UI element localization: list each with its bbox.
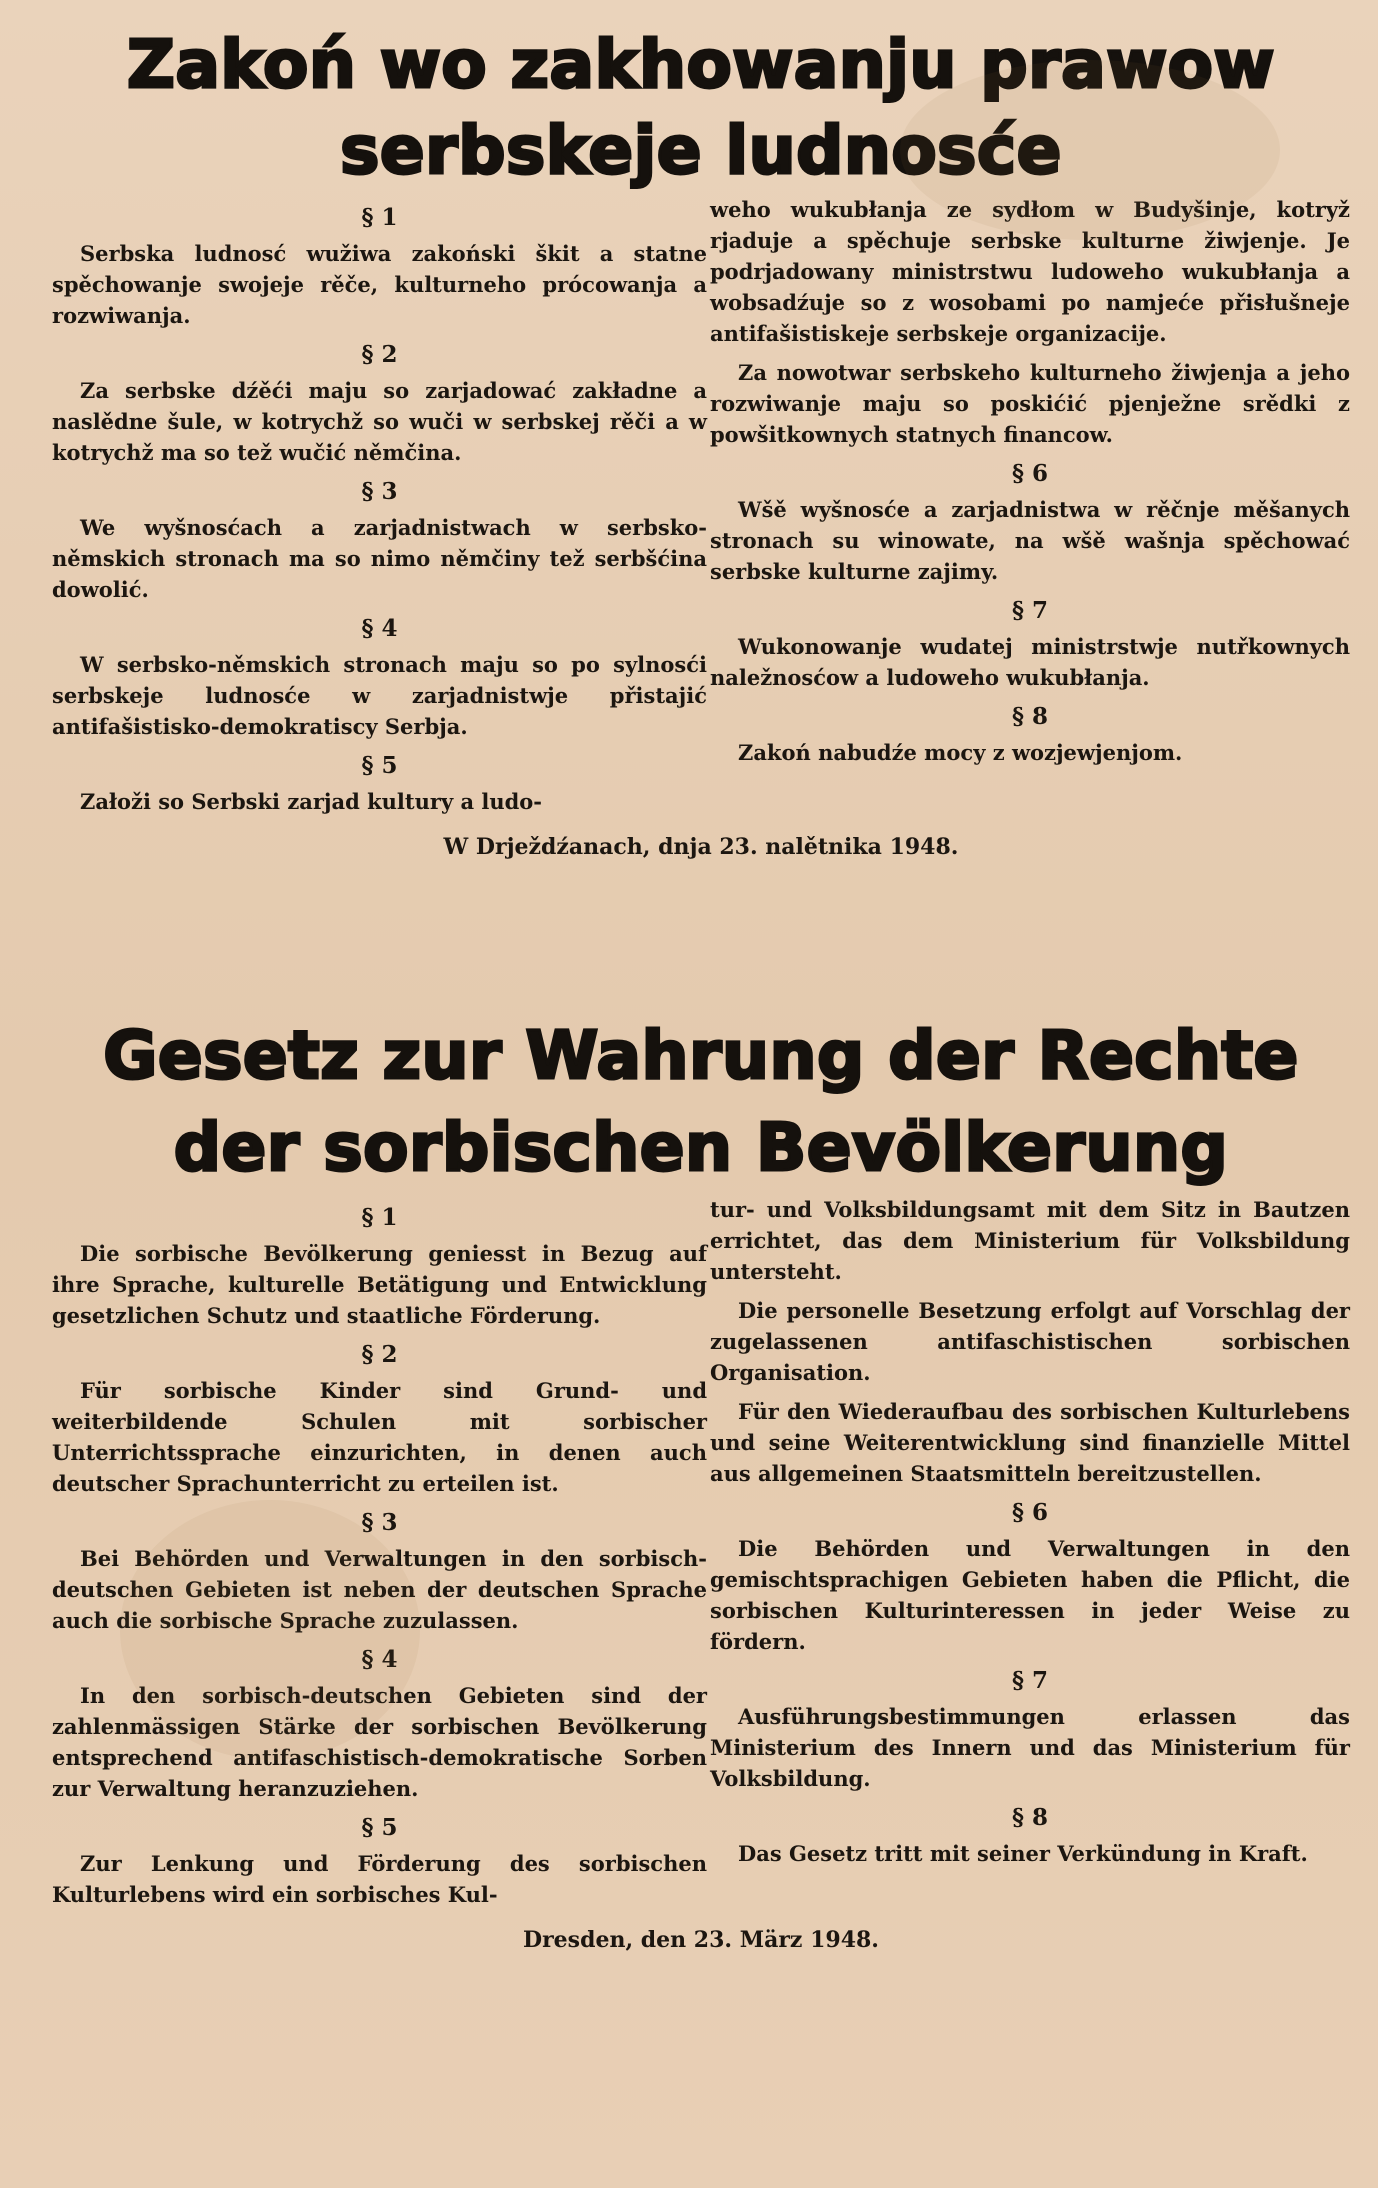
german-title-line-1: Gesetz zur Wahrung der Rechte (103, 1017, 1299, 1094)
paragraph-text: Serbska ludnosć wužiwa zakoński škit a statne spěchowanje swojeje rěče, kulturneho prócowanja a rozwiwanja. (52, 241, 707, 328)
sorbian-title-line-1: Zakoń wo zakhowanju prawow (127, 26, 1275, 103)
sorbian-left-column (52, 194, 707, 825)
sorbian-title-line-2: serbskeje ludnosće (340, 112, 1062, 189)
paragraph-heading: § 5 (361, 752, 398, 779)
paragraph-heading: § 7 (1011, 1667, 1049, 1694)
paragraph-heading: § 8 (1011, 1804, 1049, 1831)
sorbian-right-column (710, 194, 1350, 825)
paragraph-text: Wšě wyšnosće a zarjadnistwa w rěčnje měšanych stronach su winowate, na wšě wašnja spěchować serbske kulturne zajimy. (710, 497, 1350, 584)
german-columns (52, 1194, 1350, 1918)
paragraph-text: Die sorbische Bevölkerung geniesst in Bezug auf ihre Sprache, kulturelle Betätigung und Entwicklung gesetzlichen Schutz und staatliche Förderung. (52, 1241, 707, 1328)
paragraph-heading: § 6 (1011, 460, 1049, 487)
paragraph-text: Für den Wiederaufbau des sorbischen Kulturlebens und seine Weiterentwicklung sind finanzielle Mittel aus allgemeinen Staatsmitteln bereitzustellen. (710, 1399, 1350, 1486)
paragraph-text: In den sorbisch-deutschen Gebieten sind der zahlenmässigen Stärke der sorbischen Bevölkerung entsprechend antifaschistisch-demokratische Sorben zur Verwaltung heranzuziehen. (52, 1683, 707, 1801)
paragraph-text: We wyšnosćach a zarjadnistwach w serbsko-němskich stronach ma so nimo němčiny tež serbšćina dowolić. (52, 515, 707, 602)
paragraph-heading: § 4 (361, 1646, 398, 1673)
paragraph-heading: § 8 (1011, 703, 1049, 730)
german-left-column (52, 1194, 707, 1918)
paragraph-heading: § 3 (361, 1509, 398, 1536)
german-right-column (710, 1194, 1350, 1918)
paragraph-heading: § 4 (361, 615, 398, 642)
paragraph-text: Za nowotwar serbskeho kulturneho žiwjenja a jeho rozwiwanje maju so poskićić pjenježne srědki z powšitkownych statnych financow. (710, 360, 1350, 447)
paragraph-heading: § 2 (361, 1341, 398, 1368)
sorbian-law-title (52, 22, 1350, 194)
paragraph-text: Das Gesetz tritt mit seiner Verkündung in Kraft. (738, 1841, 1308, 1866)
german-law-title (52, 1010, 1350, 1194)
paragraph-text: Die Behörden und Verwaltungen in den gemischtsprachigen Gebieten haben die Pflicht, die sorbischen Kulturinteressen in jeder Weise zu fördern. (710, 1536, 1350, 1654)
paragraph-text: Za serbske dźěći maju so zarjadować zakładne a naslědne šule, w kotrychž so wuči w serbskej rěči a w kotrychž ma so tež wučić němčina. (52, 378, 707, 465)
paragraph-heading: § 6 (1011, 1499, 1049, 1526)
paragraph-text: Ausführungsbestimmungen erlassen das Ministerium des Innern und das Ministerium für Volksbildung. (710, 1704, 1350, 1791)
german-signature: Dresden, den 23. März 1948. (523, 1927, 879, 1953)
sorbian-law-section (52, 22, 1350, 1010)
paragraph-heading: § 1 (361, 1204, 398, 1231)
paragraph-text: W serbsko-němskich stronach maju so po sylnosći serbskeje ludnosće w zarjadnistwje přistajić antifašistisko-demokratiscy Serbja. (52, 652, 707, 739)
paragraph-heading: § 2 (361, 341, 398, 368)
paragraph-text: Zur Lenkung und Förderung des sorbischen Kulturlebens wird ein sorbisches Kul- (52, 1851, 707, 1907)
paragraph-text: weho wukubłanja ze sydłom w Budyšinje, kotryž rjaduje a spěchuje serbske kulturne žiwjenje. Je podrjadowany ministrstwu ludoweho wukubłanja a wobsadźuje so z wosobami po namjeće přisłušneje antifašistiskeje serbskeje organizacije. (710, 197, 1350, 346)
paragraph-text: Die personelle Besetzung erfolgt auf Vorschlag der zugelassenen antifaschistischen sorbischen Organisation. (710, 1298, 1350, 1385)
german-law-section (52, 1010, 1350, 2160)
paragraph-heading: § 7 (1011, 597, 1049, 624)
paragraph-text: tur- und Volksbildungsamt mit dem Sitz in Bautzen errichtet, das dem Ministerium für Volksbildung untersteht. (710, 1197, 1350, 1284)
paragraph-heading: § 5 (361, 1814, 398, 1841)
german-title-line-2: der sorbischen Bevölkerung (173, 1109, 1229, 1186)
paragraph-heading: § 1 (361, 204, 398, 231)
paragraph-text: Zakoń nabudźe mocy z wozjewjenjom. (738, 740, 1183, 765)
sorbian-columns (52, 194, 1350, 825)
paragraph-text: Załoži so Serbski zarjad kultury a ludo- (80, 789, 543, 814)
paragraph-text: Wukonowanje wudatej ministrstwje nutřkownych naležnosćow a ludoweho wukubłanja. (710, 634, 1350, 690)
paragraph-heading: § 3 (361, 478, 398, 505)
sorbian-signature: W Drježdźanach, dnja 23. nalětnika 1948. (443, 834, 959, 860)
paragraph-text: Für sorbische Kinder sind Grund- und weiterbildende Schulen mit sorbischer Unterrichtssprache einzurichten, in denen auch deutscher Sprachunterricht zu erteilen ist. (52, 1378, 707, 1496)
paragraph-text: Bei Behörden und Verwaltungen in den sorbisch-deutschen Gebieten ist neben der deutschen Sprache auch die sorbische Sprache zuzulassen. (52, 1546, 707, 1633)
